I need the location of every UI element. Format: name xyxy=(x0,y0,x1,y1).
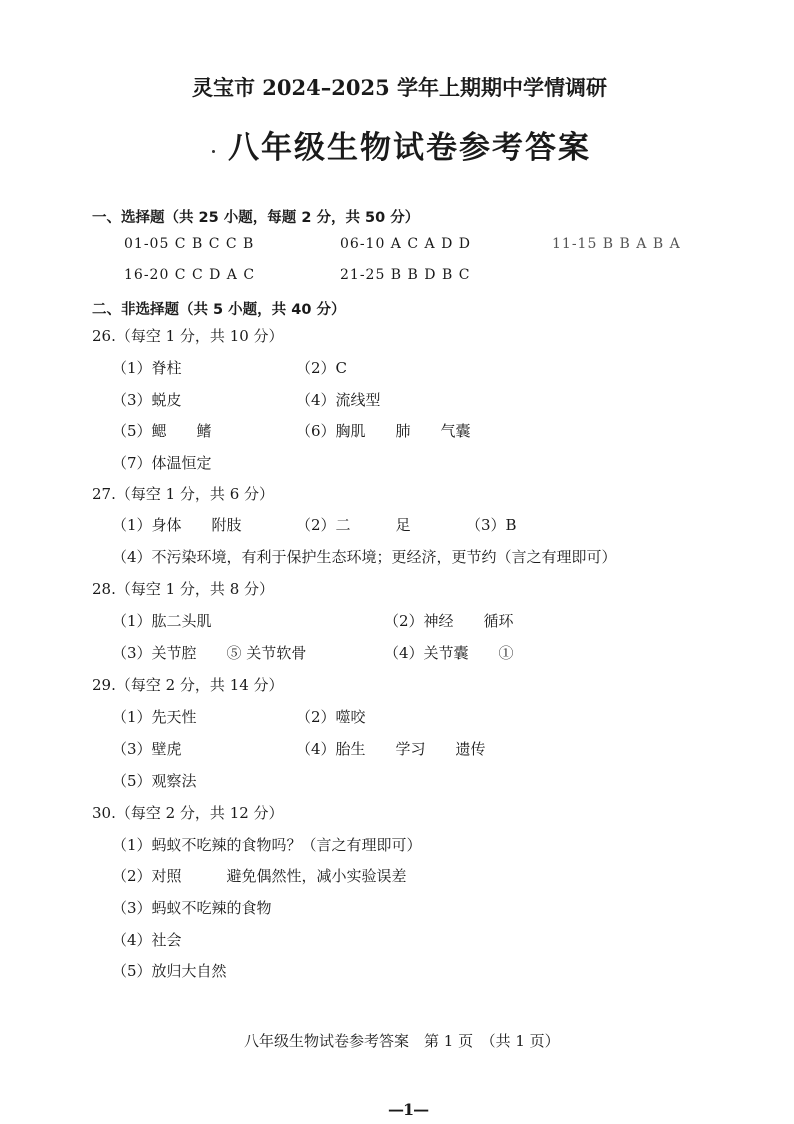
section-choice-heading: 一、选择题（共 25 小题，每题 2 分，共 50 分） xyxy=(92,210,420,226)
q30-header: 30.（每空 2 分，共 12 分） xyxy=(92,804,284,822)
q29-answer-5: （5）观察法 xyxy=(112,772,197,790)
answer-row-21-25: 21-25 B B D B C xyxy=(340,267,471,283)
q29-header: 29.（每空 2 分，共 14 分） xyxy=(92,676,284,694)
q27-answer-1: （1）身体 附肢 xyxy=(112,516,242,534)
q30-answer-1: （1）蚂蚁不吃辣的食物吗？（言之有理即可） xyxy=(112,836,422,854)
q30-answer-5: （5）放归大自然 xyxy=(112,962,227,980)
q28-answer-1: （1）肱二头肌 xyxy=(112,612,212,630)
q26-answer-7: （7）体温恒定 xyxy=(112,454,212,472)
q27-header: 27.（每空 1 分，共 6 分） xyxy=(92,485,275,503)
q26-answer-2: （2）C xyxy=(296,359,348,377)
q26-answer-3: （3）蜕皮 xyxy=(112,391,182,409)
q26-header: 26.（每空 1 分，共 10 分） xyxy=(92,327,284,345)
page-title: 八年级生物试卷参考答案 xyxy=(228,130,591,166)
q29-answer-1: （1）先天性 xyxy=(112,708,197,726)
page-number-mark: —1— xyxy=(388,1100,429,1119)
answer-row-06-10: 06-10 A C A D D xyxy=(340,236,471,252)
q28-answer-4: （4）关节囊 ① xyxy=(384,644,514,662)
exam-header-title: 灵宝市 2024–2025 学年上期期中学情调研 xyxy=(192,75,608,100)
answer-row-16-20: 16-20 C C D A C xyxy=(124,267,256,283)
q29-answer-3: （3）壁虎 xyxy=(112,740,182,758)
q30-answer-4: （4）社会 xyxy=(112,931,182,949)
section-nonchoice-heading: 二、非选择题（共 5 小题，共 40 分） xyxy=(92,302,346,318)
q29-answer-4: （4）胎生 学习 遗传 xyxy=(296,740,486,758)
q26-answer-4: （4）流线型 xyxy=(296,391,381,409)
q26-answer-6: （6）胸肌 肺 气囊 xyxy=(296,422,471,440)
q28-answer-2: （2）神经 循环 xyxy=(384,612,514,630)
scan-dot xyxy=(212,150,215,153)
q26-answer-5: （5）鳃 鳍 xyxy=(112,422,212,440)
q28-answer-3: （3）关节腔 ⑤ 关节软骨 xyxy=(112,644,307,662)
page-footer: 八年级生物试卷参考答案 第 1 页 （共 1 页） xyxy=(244,1032,560,1050)
q29-answer-2: （2）噬咬 xyxy=(296,708,366,726)
q26-answer-1: （1）脊柱 xyxy=(112,359,182,377)
q28-header: 28.（每空 1 分，共 8 分） xyxy=(92,580,275,598)
answer-row-11-15: 11-15 B B A B A xyxy=(552,236,681,252)
q30-answer-3: （3）蚂蚁不吃辣的食物 xyxy=(112,899,272,917)
answer-row-01-05: 01-05 C B C C B xyxy=(124,236,255,252)
q27-answer-2: （2）二 足 xyxy=(296,516,411,534)
q27-answer-4: （4）不污染环境，有利于保护生态环境；更经济，更节约（言之有理即可） xyxy=(112,548,617,566)
q30-answer-2: （2）对照 避免偶然性，减小实验误差 xyxy=(112,867,407,885)
q27-answer-3: （3）B xyxy=(466,516,517,534)
